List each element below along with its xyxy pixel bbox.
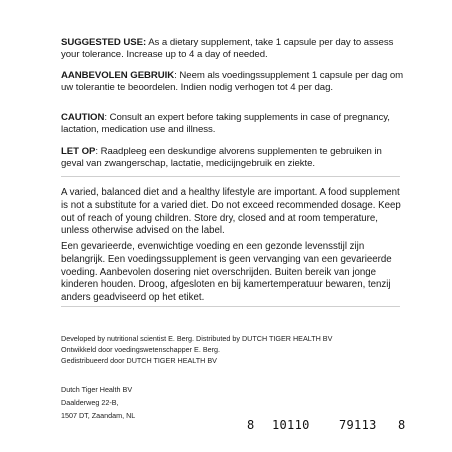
english-notice: A varied, balanced diet and a healthy lifestyle are important. A food supplement is not a substitute for a varied diet. Do not exceed recommended dosage. Keep out of reach of young children. Store dry, closed and at room temperature, unless otherwise advised on the label. [61, 187, 401, 237]
aanbevolen-gebruik-text: : Neem als voedingssupplement 1 capsule per dag om uw tolerantie te beoordelen. Indien nodig verhogen tot 4 per dag. [61, 70, 404, 94]
address-company: Dutch Tiger Health BV [61, 385, 133, 394]
suggested-use-label: SUGGESTED USE: [61, 37, 147, 48]
credits-line-3: Gedistribueerd door DUTCH TIGER HEALTH BV [61, 356, 217, 366]
credits-line-2: Ontwikkeld door voedingswetenschapper E. Berg. [61, 345, 221, 355]
credits-section [61, 333, 421, 367]
aanbevolen-gebruik-label: AANBEVOLEN GEBRUIK [61, 70, 175, 81]
credits-line-1: Developed by nutritional scientist E. Berg. Distributed by DUTCH TIGER HEALTH BV [61, 334, 333, 343]
suggested-use-text: As a dietary supplement, take 1 capsule per day to assess your tolerance. Increase up to 4 a day of needed. [61, 37, 394, 61]
barcode-left-digits: 10110 [272, 418, 310, 432]
let-op-label: LET OP [61, 146, 96, 157]
let-op-text: : Raadpleeg een deskundige alvorens supplementen te gebruiken in geval van zwangerschap, lactatie, medicijngebruik en ziekte. [61, 146, 382, 170]
aanbevolen-gebruik-section [61, 70, 406, 95]
caution-section [61, 112, 406, 137]
caution-label: CAUTION [61, 112, 105, 123]
barcode-last-digit: 8 [398, 418, 406, 432]
dutch-notice: Een gevarieerde, evenwichtige voeding en een gezonde levensstijl zijn belangrijk. Een voedingssupplement is geen vervanging van een gevarieerde voeding. Aanbevolen dosering niet overschrijden. Buiten bereik van jonge kinderen houden. Droog, afgesloten en bij kamertemperatuur bewaren, tenzij anders geadviseerd op het etiket. [61, 241, 392, 304]
let-op-section [61, 146, 406, 171]
section-divider-middle [61, 306, 400, 307]
address-street: Daalderweg 22-B, [61, 397, 119, 407]
caution-text: : Consult an expert before taking supplements in case of pregnancy, lactation, medication use and illness. [61, 112, 390, 136]
ean13-barcode [257, 372, 403, 420]
suggested-use-section [61, 37, 406, 62]
barcode-first-digit: 8 [247, 418, 255, 432]
address-city: 1507 DT, Zaandam, NL [61, 410, 136, 420]
barcode-right-digits: 79113 [339, 418, 377, 432]
company-address [61, 384, 211, 422]
section-divider-top [61, 176, 400, 177]
